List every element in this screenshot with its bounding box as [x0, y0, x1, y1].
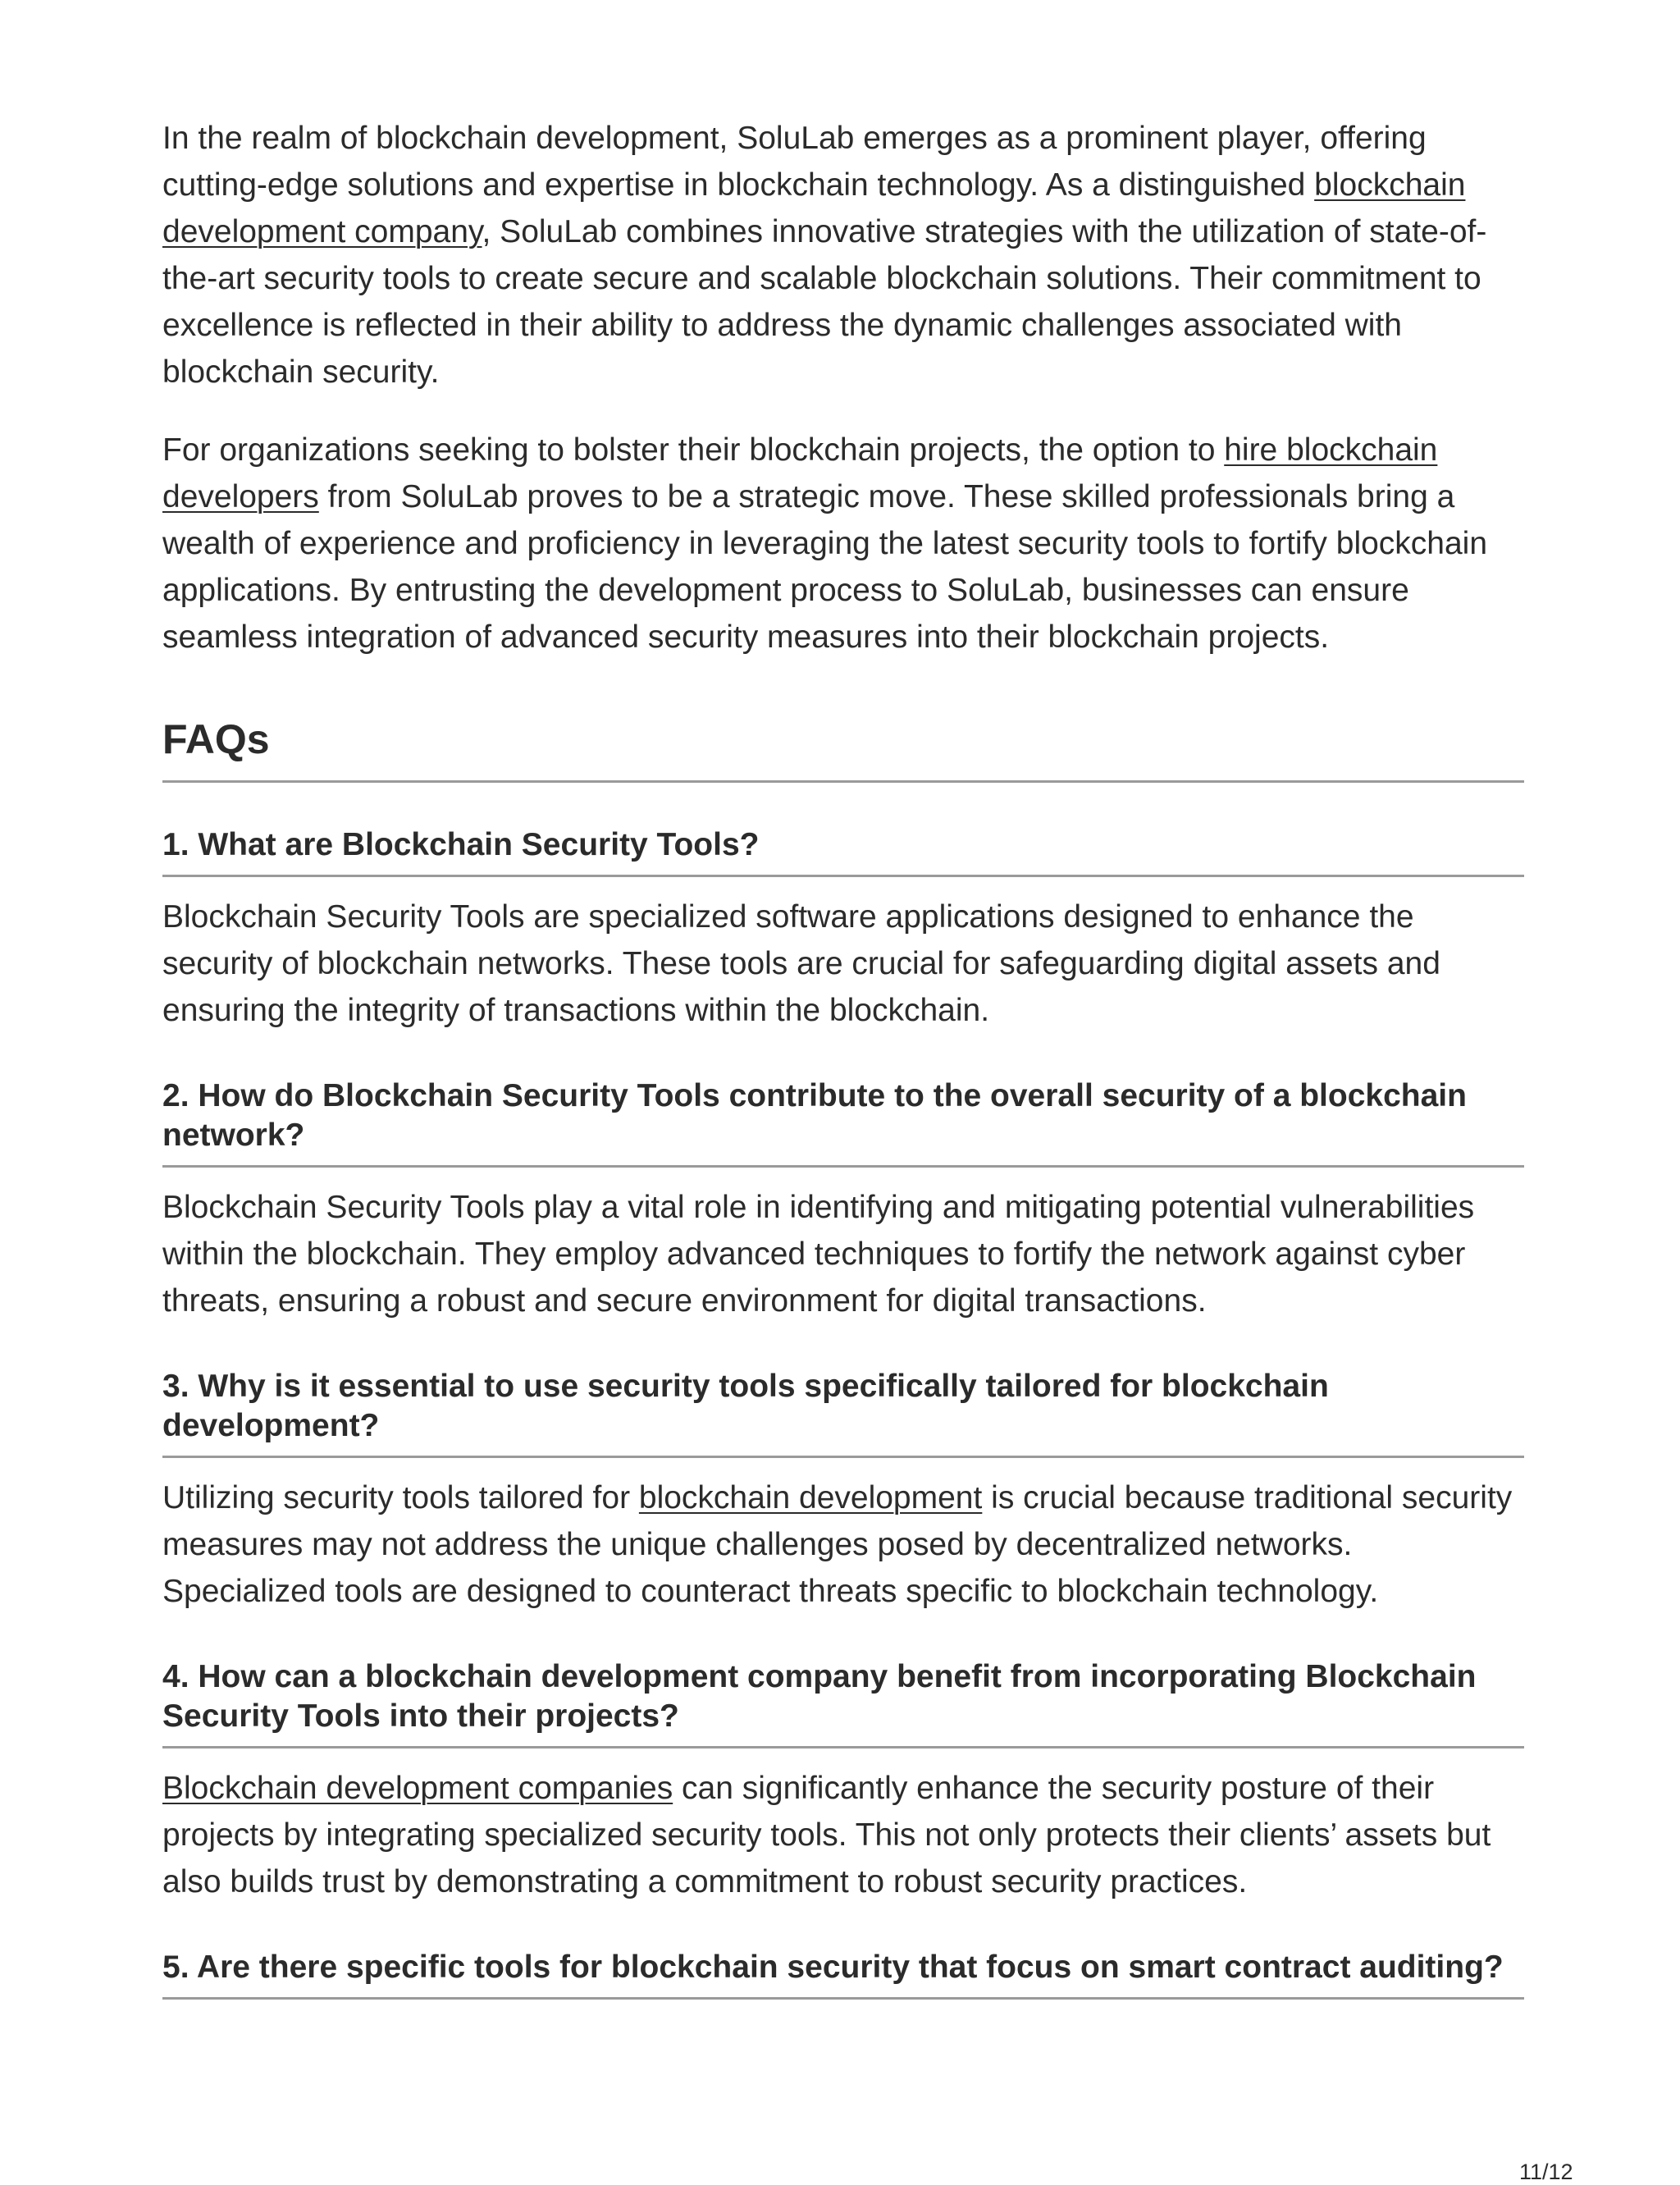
- faq-answer-4: [162, 1765, 1524, 1905]
- intro-p1-text-b: , SoluLab combines innovative strategies with the utilization of state-of-the-art security tools to create secure and scalable blockchain solutions. Their commitment to excellence is reflected in their ability to address the dynamic challenges associated with blockchain security.: [162, 214, 1487, 390]
- faq-answer-4-text-b: can significantly enhance the security posture of their projects by integrating specialized security tools. This not only protects their clients’ assets but also builds trust by demonstrating a commitment to robust security practices.: [162, 1771, 1491, 1899]
- article-content: [162, 115, 1524, 2000]
- faq-item-5: [162, 1948, 1524, 2000]
- faq-question-1: 1. What are Blockchain Security Tools?: [162, 825, 1524, 877]
- faq-question-5: 5. Are there specific tools for blockchain security that focus on smart contract auditing?: [162, 1948, 1524, 2000]
- intro-paragraph-1: [162, 115, 1524, 395]
- blockchain-development-company-link[interactable]: blockchain development company: [162, 167, 1466, 249]
- faq-answer-2: Blockchain Security Tools play a vital role in identifying and mitigating potential vulnerabilities within the blockchain. They employ advanced techniques to fortify the network against cyber threats, ensuring a robust and secure environment for digital transactions.: [162, 1190, 1475, 1319]
- faq-answer-3-text-b: is crucial because traditional security measures may not address the unique challenges posed by decentralized networks. Specialized tools are designed to counteract threats specific to blockchain technology.: [162, 1480, 1513, 1609]
- faq-answer-3: [162, 1474, 1524, 1615]
- faq-question-4: 4. How can a blockchain development company benefit from incorporating Blockchain Security Tools into their projects?: [162, 1657, 1524, 1748]
- faq-answer-1: Blockchain Security Tools are specialized software applications designed to enhance the security of blockchain networks. These tools are crucial for safeguarding digital assets and ensuring the integrity of transactions within the blockchain.: [162, 899, 1440, 1028]
- faq-item-4: [162, 1657, 1524, 1905]
- blockchain-development-link[interactable]: blockchain development: [638, 1480, 983, 1515]
- page-number: 11/12: [1519, 2160, 1573, 2184]
- faq-item-1: [162, 825, 1524, 1034]
- faq-item-2: [162, 1077, 1524, 1324]
- faq-question-2: 2. How do Blockchain Security Tools contribute to the overall security of a blockchain network?: [162, 1077, 1524, 1168]
- intro-p1-text-a: In the realm of blockchain development, SoluLab emerges as a prominent player, offering cutting-edge solutions and expertise in blockchain technology. As a distinguished: [162, 121, 1427, 203]
- intro-p2-text-a: For organizations seeking to bolster their blockchain projects, the option to: [162, 432, 1225, 468]
- hire-blockchain-developers-link[interactable]: hire blockchain developers: [162, 432, 1438, 514]
- faq-heading: FAQs: [162, 715, 1524, 783]
- intro-p2-text-b: from SoluLab proves to be a strategic move. These skilled professionals bring a wealth of experience and proficiency in leveraging the latest security tools to fortify blockchain applications. By entrusting the development process to SoluLab, businesses can ensure seamless integration of advanced security measures into their blockchain projects.: [162, 479, 1488, 655]
- faq-item-3: [162, 1367, 1524, 1615]
- faq-question-3: 3. Why is it essential to use security tools specifically tailored for blockchain development?: [162, 1367, 1524, 1458]
- intro-paragraph-2: [162, 427, 1524, 661]
- blockchain-development-companies-link[interactable]: Blockchain development companies: [162, 1771, 673, 1806]
- faq-answer-3-text-a: Utilizing security tools tailored for: [162, 1480, 639, 1515]
